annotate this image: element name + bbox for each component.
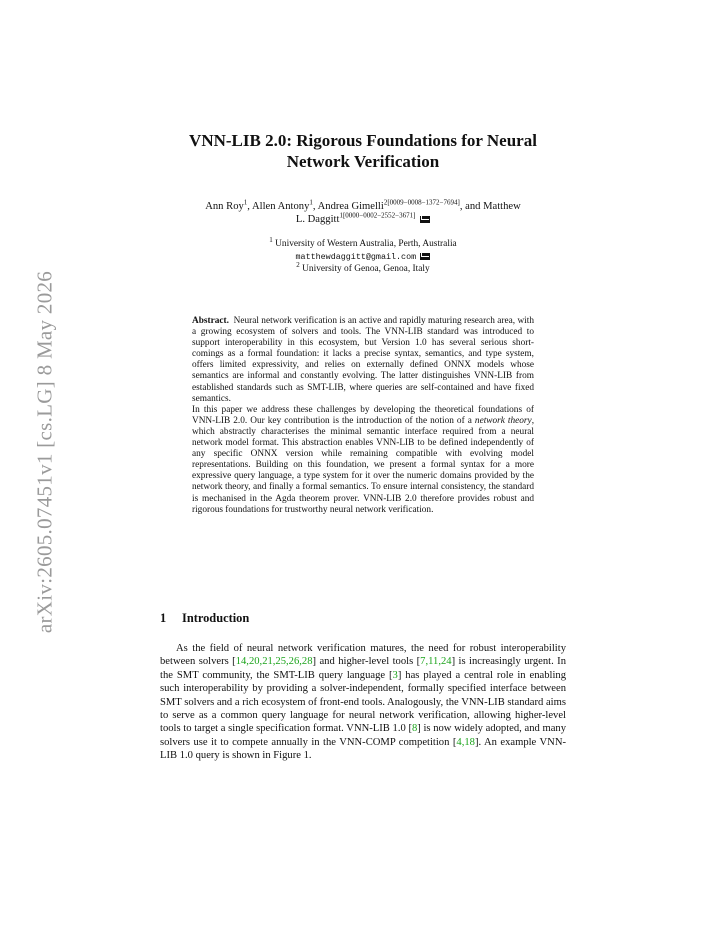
citation-link[interactable]: 4,18 bbox=[456, 736, 475, 748]
abstract-paragraph-1 bbox=[192, 316, 534, 405]
author-name: Andrea Gimelli bbox=[317, 201, 384, 212]
author-list: Ann Roy$^1$, Allen Antony$^1$, Andrea Gimelli$^{2[0009-0008-1372-7694]}$, and Matthew L. Daggitt$^{1[0000-0002-2552-3671]}$ bbox=[205, 198, 521, 225]
author-affiliation-mark: 1 bbox=[309, 198, 313, 207]
body-text: ] is increasingly urgent. In the SMT community, the SMT-LIB query language [ bbox=[160, 656, 567, 681]
abstract-emphasis: network theory bbox=[474, 415, 532, 426]
affiliation-2 bbox=[160, 260, 566, 276]
citation-link[interactable]: 14,20,21,25,26,28 bbox=[235, 656, 313, 668]
author-name: Ann Roy bbox=[205, 201, 244, 212]
envelope-icon bbox=[420, 253, 430, 260]
introduction-body bbox=[160, 642, 566, 763]
section-number: 1 bbox=[160, 611, 167, 625]
body-text: As the field of neural network verification matures, the need for robust interoperability between solvers [ bbox=[160, 643, 566, 668]
affiliation-name: University of Western Australia, Perth, Australia bbox=[275, 239, 457, 249]
abstract-text: , which abstractly characterises the minimal semantic interface required from a neural network model format. This abstraction enables VNN-LIB to be defined independently of any specific ONNX version while remaining compatible with evolving model representations. Building on this foundation, we present a formal syntax for a more expressive query language, a type system for it over the numeric domains provided by the network theory, and finally a formal semantics. To ensure internal consistency, the standard is mechanised in the Agda theorem prover. VNN-LIB 2.0 therefore provides robust and rigorous foundations for trustworthy neural network verification. bbox=[192, 415, 535, 515]
body-text: ] and higher-level tools [ bbox=[312, 656, 421, 668]
arxiv-identifier-stamp: arXiv:2605.07451v1 [cs.LG] 8 May 2026 bbox=[32, 270, 57, 634]
abstract-label: Abstract. bbox=[192, 316, 229, 326]
abstract-text: Neural network verification is an active and rapidly maturing research area, with a growing ecosystem of solvers and tools. The VNN-LIB standard was introduced to support interoperability in this ecosystem, but Version 1.0 has several serious short-comings as a formal foundation: it lacks a precise syntax, semantics, and type system, offers limited expressivity, and relies on externally defined ONNX models whose semantics are informal and constantly evolving. The latter distinguishes VNN-LIB from established standards such as SMT-LIB, where queries are self-contained and have fixed semantics. bbox=[192, 316, 534, 404]
affiliation-name: University of Genoa, Genoa, Italy bbox=[302, 264, 430, 274]
abstract-text: In this paper we address these challenges by developing the theoretical foundations of VNN-LIB 2.0. Our key contribution is the introduction of the notion of a bbox=[192, 404, 534, 426]
envelope-icon[interactable] bbox=[420, 216, 430, 223]
author-name: Allen Antony bbox=[252, 201, 310, 212]
author-name: L. Daggitt bbox=[295, 214, 340, 225]
abstract bbox=[192, 316, 534, 516]
contact-email-line bbox=[160, 251, 566, 264]
section-heading bbox=[160, 611, 249, 626]
author-affiliation-mark: 1 bbox=[243, 198, 248, 207]
citation-link[interactable]: 8 bbox=[411, 723, 418, 735]
author-orcid: 2[0009−0008−1372−7694] bbox=[383, 198, 460, 207]
body-text: ]. An example VNN-LIB 1.0 query is shown in Figure 1. bbox=[160, 736, 567, 762]
abstract-paragraph-2 bbox=[192, 405, 534, 516]
affiliation-mark: 2 bbox=[296, 260, 300, 269]
body-text: ] is now widely adopted, and many solvers use it to compete annually in the VNN-COMP competition [ bbox=[160, 723, 566, 748]
title-line-2: Network Verification bbox=[286, 152, 440, 171]
section-title: Introduction bbox=[182, 611, 250, 625]
affiliations bbox=[160, 235, 566, 276]
body-text: ] has played a central role in enabling such interoperability by providing a solver-independent, formally specified interface between SMT solvers and a rich ecosystem of front-end tools. Analogously, the VNN-LIB standard aims to serve as a common query language for neural network verification, allowing higher-level tools to target a single specification format. VNN-LIB 1.0 [ bbox=[160, 669, 566, 735]
introduction-paragraph bbox=[160, 642, 566, 763]
paper-title bbox=[160, 130, 566, 172]
citation-link[interactable]: 3 bbox=[392, 669, 398, 681]
title-line-1: VNN-LIB 2.0: Rigorous Foundations for Neural bbox=[189, 131, 537, 150]
affiliation-1 bbox=[160, 235, 566, 251]
affiliation-mark: 1 bbox=[269, 235, 273, 244]
citation-link[interactable]: 7,11,24 bbox=[420, 656, 452, 668]
contact-email[interactable]: matthewdaggitt@gmail.com bbox=[295, 251, 417, 262]
author-conjunction: , and Matthew bbox=[459, 201, 521, 212]
author-orcid: 1[0000−0002−2552−3671] bbox=[339, 211, 416, 220]
